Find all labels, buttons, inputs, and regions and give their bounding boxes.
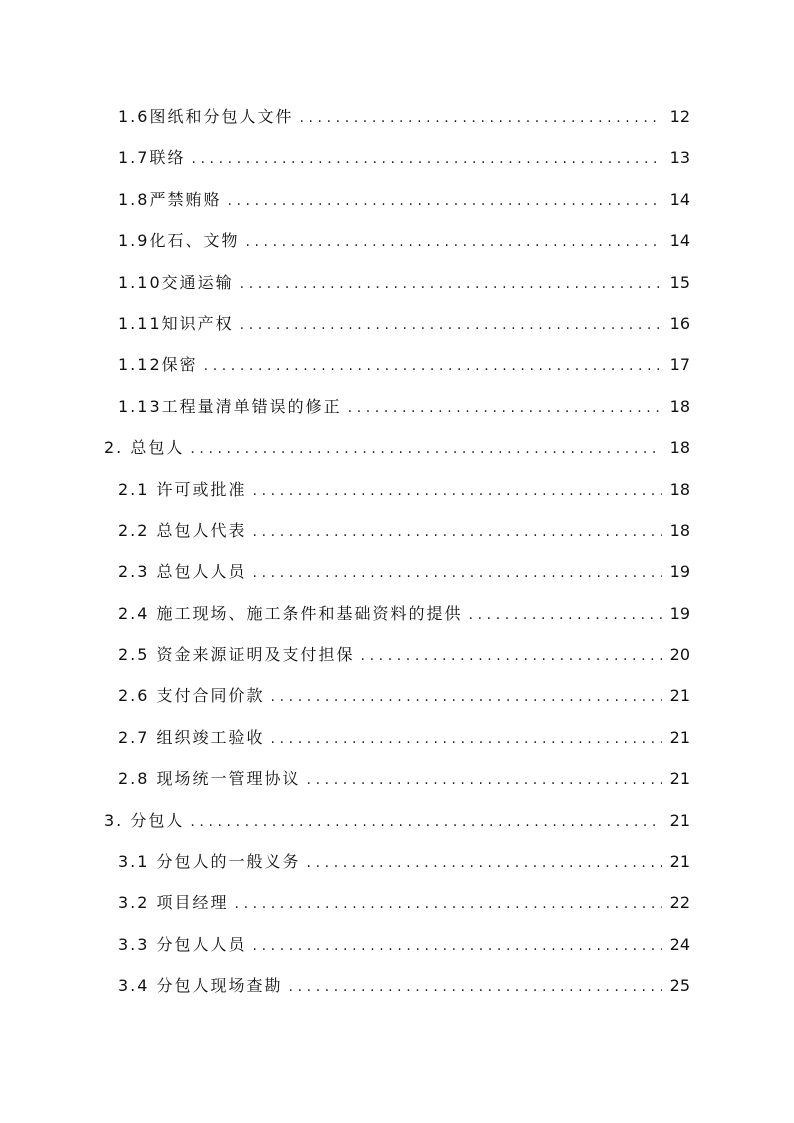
- toc-entry[interactable]: [0, 427, 794, 468]
- toc-entry-label: 2.5 资金来源证明及支付担保: [118, 645, 355, 665]
- toc-entry-page-number: 18: [669, 438, 690, 458]
- toc-dot-leader: [307, 843, 662, 884]
- toc-entry-label: 2.2 总包人代表: [118, 520, 247, 540]
- toc-dot-leader: [299, 98, 662, 139]
- toc-entry-page-number: 22: [669, 893, 690, 913]
- toc-entry-label: 2.8 现场统一管理协议: [118, 769, 301, 789]
- toc-entry-page-number: 21: [669, 852, 690, 872]
- toc-entry-page-number: 21: [669, 727, 690, 747]
- toc-entry[interactable]: [0, 675, 794, 716]
- toc-dot-leader: [253, 471, 662, 512]
- toc-entry[interactable]: [0, 179, 794, 220]
- toc-entry-label: 1.10交通运输: [118, 272, 234, 292]
- toc-entry-page-number: 14: [669, 189, 690, 209]
- toc-entry-page-number: 16: [669, 313, 690, 333]
- toc-entry-page-number: 24: [669, 934, 690, 954]
- toc-entry-label: 1.8严禁贿赂: [118, 189, 222, 209]
- toc-dot-leader: [204, 346, 662, 387]
- toc-entry-label: 1.7联络: [118, 148, 186, 168]
- toc-dot-leader: [348, 388, 662, 429]
- toc-entry[interactable]: [0, 386, 794, 427]
- toc-entry-page-number: 18: [669, 479, 690, 499]
- toc-dot-leader: [361, 636, 662, 677]
- toc-dot-leader: [289, 967, 662, 1008]
- toc-entry[interactable]: [0, 303, 794, 344]
- toc-entry-page-number: 18: [669, 520, 690, 540]
- toc-entry-page-number: 20: [669, 645, 690, 665]
- toc-entry-page-number: 21: [669, 810, 690, 830]
- toc-dot-leader: [307, 760, 662, 801]
- toc-entry-label: 3.4 分包人现场查勘: [118, 976, 283, 996]
- toc-entry[interactable]: [0, 758, 794, 799]
- toc-entry-label: 3. 分包人: [104, 810, 185, 830]
- toc-dot-leader: [190, 802, 662, 843]
- toc-entry[interactable]: [0, 469, 794, 510]
- table-of-contents: [0, 96, 794, 1007]
- toc-entry-label: 2. 总包人: [104, 438, 185, 458]
- toc-entry-page-number: 19: [669, 562, 690, 582]
- toc-dot-leader: [240, 264, 662, 305]
- toc-dot-leader: [469, 595, 662, 636]
- toc-entry[interactable]: [0, 96, 794, 137]
- toc-entry-page-number: 15: [669, 272, 690, 292]
- toc-dot-leader: [190, 429, 662, 470]
- toc-entry[interactable]: [0, 965, 794, 1006]
- toc-entry[interactable]: [0, 717, 794, 758]
- toc-entry-page-number: 13: [669, 148, 690, 168]
- toc-entry-label: 2.4 施工现场、施工条件和基础资料的提供: [118, 603, 463, 623]
- toc-entry[interactable]: [0, 137, 794, 178]
- toc-dot-leader: [253, 926, 662, 967]
- toc-entry-page-number: 14: [669, 231, 690, 251]
- toc-entry-page-number: 21: [669, 769, 690, 789]
- toc-entry-label: 1.11知识产权: [118, 313, 234, 333]
- toc-entry[interactable]: [0, 800, 794, 841]
- toc-entry-label: 3.1 分包人的一般义务: [118, 852, 301, 872]
- toc-entry-label: 1.12保密: [118, 355, 198, 375]
- toc-entry[interactable]: [0, 344, 794, 385]
- toc-dot-leader: [245, 222, 662, 263]
- toc-entry[interactable]: [0, 634, 794, 675]
- toc-entry-label: 1.9化石、文物: [118, 231, 240, 251]
- toc-entry[interactable]: [0, 510, 794, 551]
- toc-entry-label: 3.3 分包人人员: [118, 934, 247, 954]
- toc-entry[interactable]: [0, 841, 794, 882]
- toc-entry-label: 1.13工程量清单错误的修正: [118, 396, 342, 416]
- toc-entry-label: 2.3 总包人人员: [118, 562, 247, 582]
- toc-entry-page-number: 17: [669, 355, 690, 375]
- toc-entry-label: 3.2 项目经理: [118, 893, 229, 913]
- toc-dot-leader: [235, 884, 662, 925]
- toc-dot-leader: [227, 181, 662, 222]
- toc-dot-leader: [271, 677, 662, 718]
- toc-dot-leader: [240, 305, 662, 346]
- toc-entry-page-number: 18: [669, 396, 690, 416]
- toc-entry-label: 2.1 许可或批准: [118, 479, 247, 499]
- toc-entry-label: 2.6 支付合同价款: [118, 686, 265, 706]
- toc-dot-leader: [271, 719, 662, 760]
- toc-entry[interactable]: [0, 551, 794, 592]
- toc-entry-label: 2.7 组织竣工验收: [118, 727, 265, 747]
- toc-entry-page-number: 25: [669, 976, 690, 996]
- toc-entry[interactable]: [0, 593, 794, 634]
- toc-entry-page-number: 12: [669, 107, 690, 126]
- toc-entry[interactable]: [0, 220, 794, 261]
- toc-dot-leader: [253, 512, 662, 553]
- toc-entry-label: 1.6图纸和分包人文件: [118, 107, 294, 126]
- toc-dot-leader: [253, 553, 662, 594]
- toc-entry-page-number: 21: [669, 686, 690, 706]
- toc-entry[interactable]: [0, 882, 794, 923]
- toc-entry-page-number: 19: [669, 603, 690, 623]
- toc-entry[interactable]: [0, 924, 794, 965]
- toc-entry[interactable]: [0, 262, 794, 303]
- toc-dot-leader: [191, 139, 662, 180]
